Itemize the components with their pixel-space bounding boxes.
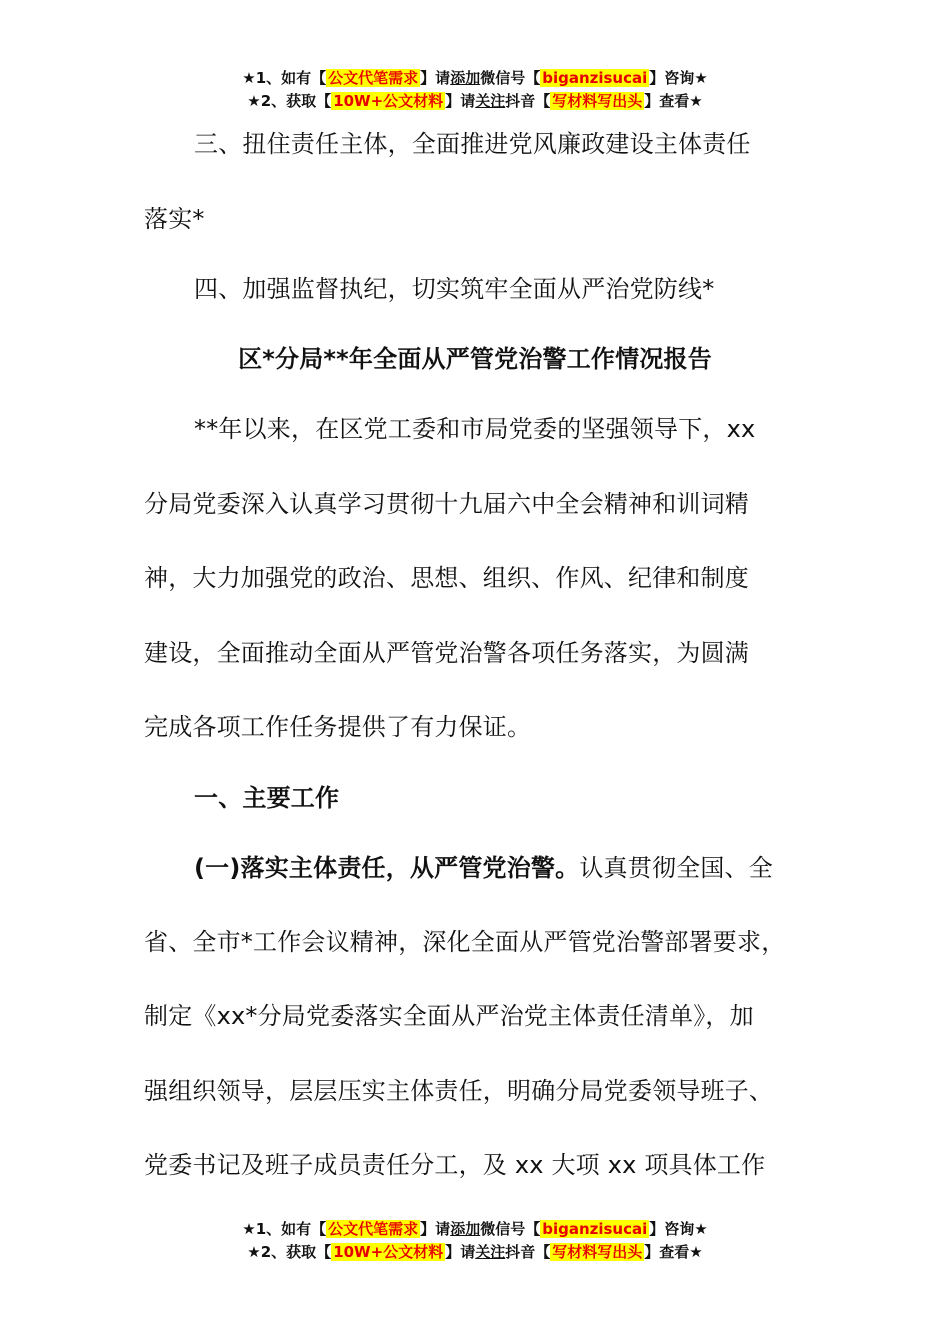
banner-highlight: biganzisucai (542, 69, 648, 87)
paragraph-1-line: 完成各项工作任务提供了有力保证。 (144, 713, 532, 741)
banner-text: 抖音【 (505, 1243, 551, 1261)
item-3-line-2: 落实* (144, 205, 205, 233)
banner-text: 】请 (420, 69, 451, 87)
banner-text: 】查看★ (644, 92, 703, 110)
banner-highlight: 公文代笔需求 (328, 1220, 419, 1238)
banner-text: 】咨询★ (649, 1220, 708, 1238)
subsection-1-text: 认真贯彻全国、全 (579, 854, 773, 882)
item-3-line-1: 三、扭住责任主体，全面推进党风廉政建设主体责任 (194, 130, 751, 158)
subsection-1-first-line (194, 856, 773, 880)
banner-text: ★2、获取【 (247, 92, 332, 110)
banner-text: ★1、如有【 (242, 69, 327, 87)
banner-highlight: 公文代笔需求 (328, 69, 419, 87)
paragraph-1-line: 建设，全面推动全面从严管党治警各项任务落实，为圆满 (144, 639, 749, 667)
subsection-1-line: 强组织领导，层层压实主体责任，明确分局党委领导班子、 (144, 1077, 774, 1105)
banner-underlined: 关注 (475, 92, 506, 110)
footer-banner (0, 1218, 950, 1264)
banner-line-2 (0, 1241, 950, 1264)
banner-underlined: 添加 (450, 69, 481, 87)
banner-underlined: 关注 (475, 1243, 506, 1261)
banner-text: 】请 (420, 1220, 451, 1238)
section-1-heading: 一、主要工作 (194, 784, 340, 812)
subsection-1-line: 省、全市*工作会议精神，深化全面从严管党治警部署要求， (144, 928, 786, 956)
paragraph-1-line: 神，大力加强党的政治、思想、组织、作风、纪律和制度 (144, 564, 749, 592)
subsection-1-line: 党委书记及班子成员责任分工，及 xx 大项 xx 项具体工作 (144, 1151, 766, 1179)
item-4: 四、加强监督执纪，切实筑牢全面从严治党防线* (194, 275, 715, 303)
banner-highlight: 10W+公文材料 (333, 92, 444, 110)
header-banner (0, 67, 950, 113)
banner-highlight: 10W+公文材料 (333, 1243, 444, 1261)
banner-highlight: biganzisucai (542, 1220, 648, 1238)
banner-text: 】请 (445, 1243, 476, 1261)
banner-highlight: 写材料写出头 (552, 1243, 643, 1261)
banner-text: 抖音【 (505, 92, 551, 110)
banner-text: 】查看★ (644, 1243, 703, 1261)
banner-text: 】请 (445, 92, 476, 110)
report-title: 区*分局**年全面从严管党治警工作情况报告 (238, 345, 712, 373)
banner-text: 微信号【 (480, 1220, 541, 1238)
banner-text: 微信号【 (480, 69, 541, 87)
subsection-1-line: 制定《xx*分局党委落实全面从严治党主体责任清单》，加 (144, 1002, 754, 1030)
paragraph-1-line: 分局党委深入认真学习贯彻十九届六中全会精神和训词精 (144, 490, 749, 518)
paragraph-1-line: **年以来，在区党工委和市局党委的坚强领导下，xx (194, 415, 756, 443)
banner-line-2 (0, 90, 950, 113)
subsection-1-heading: (一)落实主体责任，从严管党治警。 (194, 854, 580, 882)
banner-line-1 (0, 1218, 950, 1241)
banner-text: ★1、如有【 (242, 1220, 327, 1238)
banner-text: ★2、获取【 (247, 1243, 332, 1261)
banner-text: 】咨询★ (649, 69, 708, 87)
banner-underlined: 添加 (450, 1220, 481, 1238)
banner-highlight: 写材料写出头 (552, 92, 643, 110)
banner-line-1 (0, 67, 950, 90)
